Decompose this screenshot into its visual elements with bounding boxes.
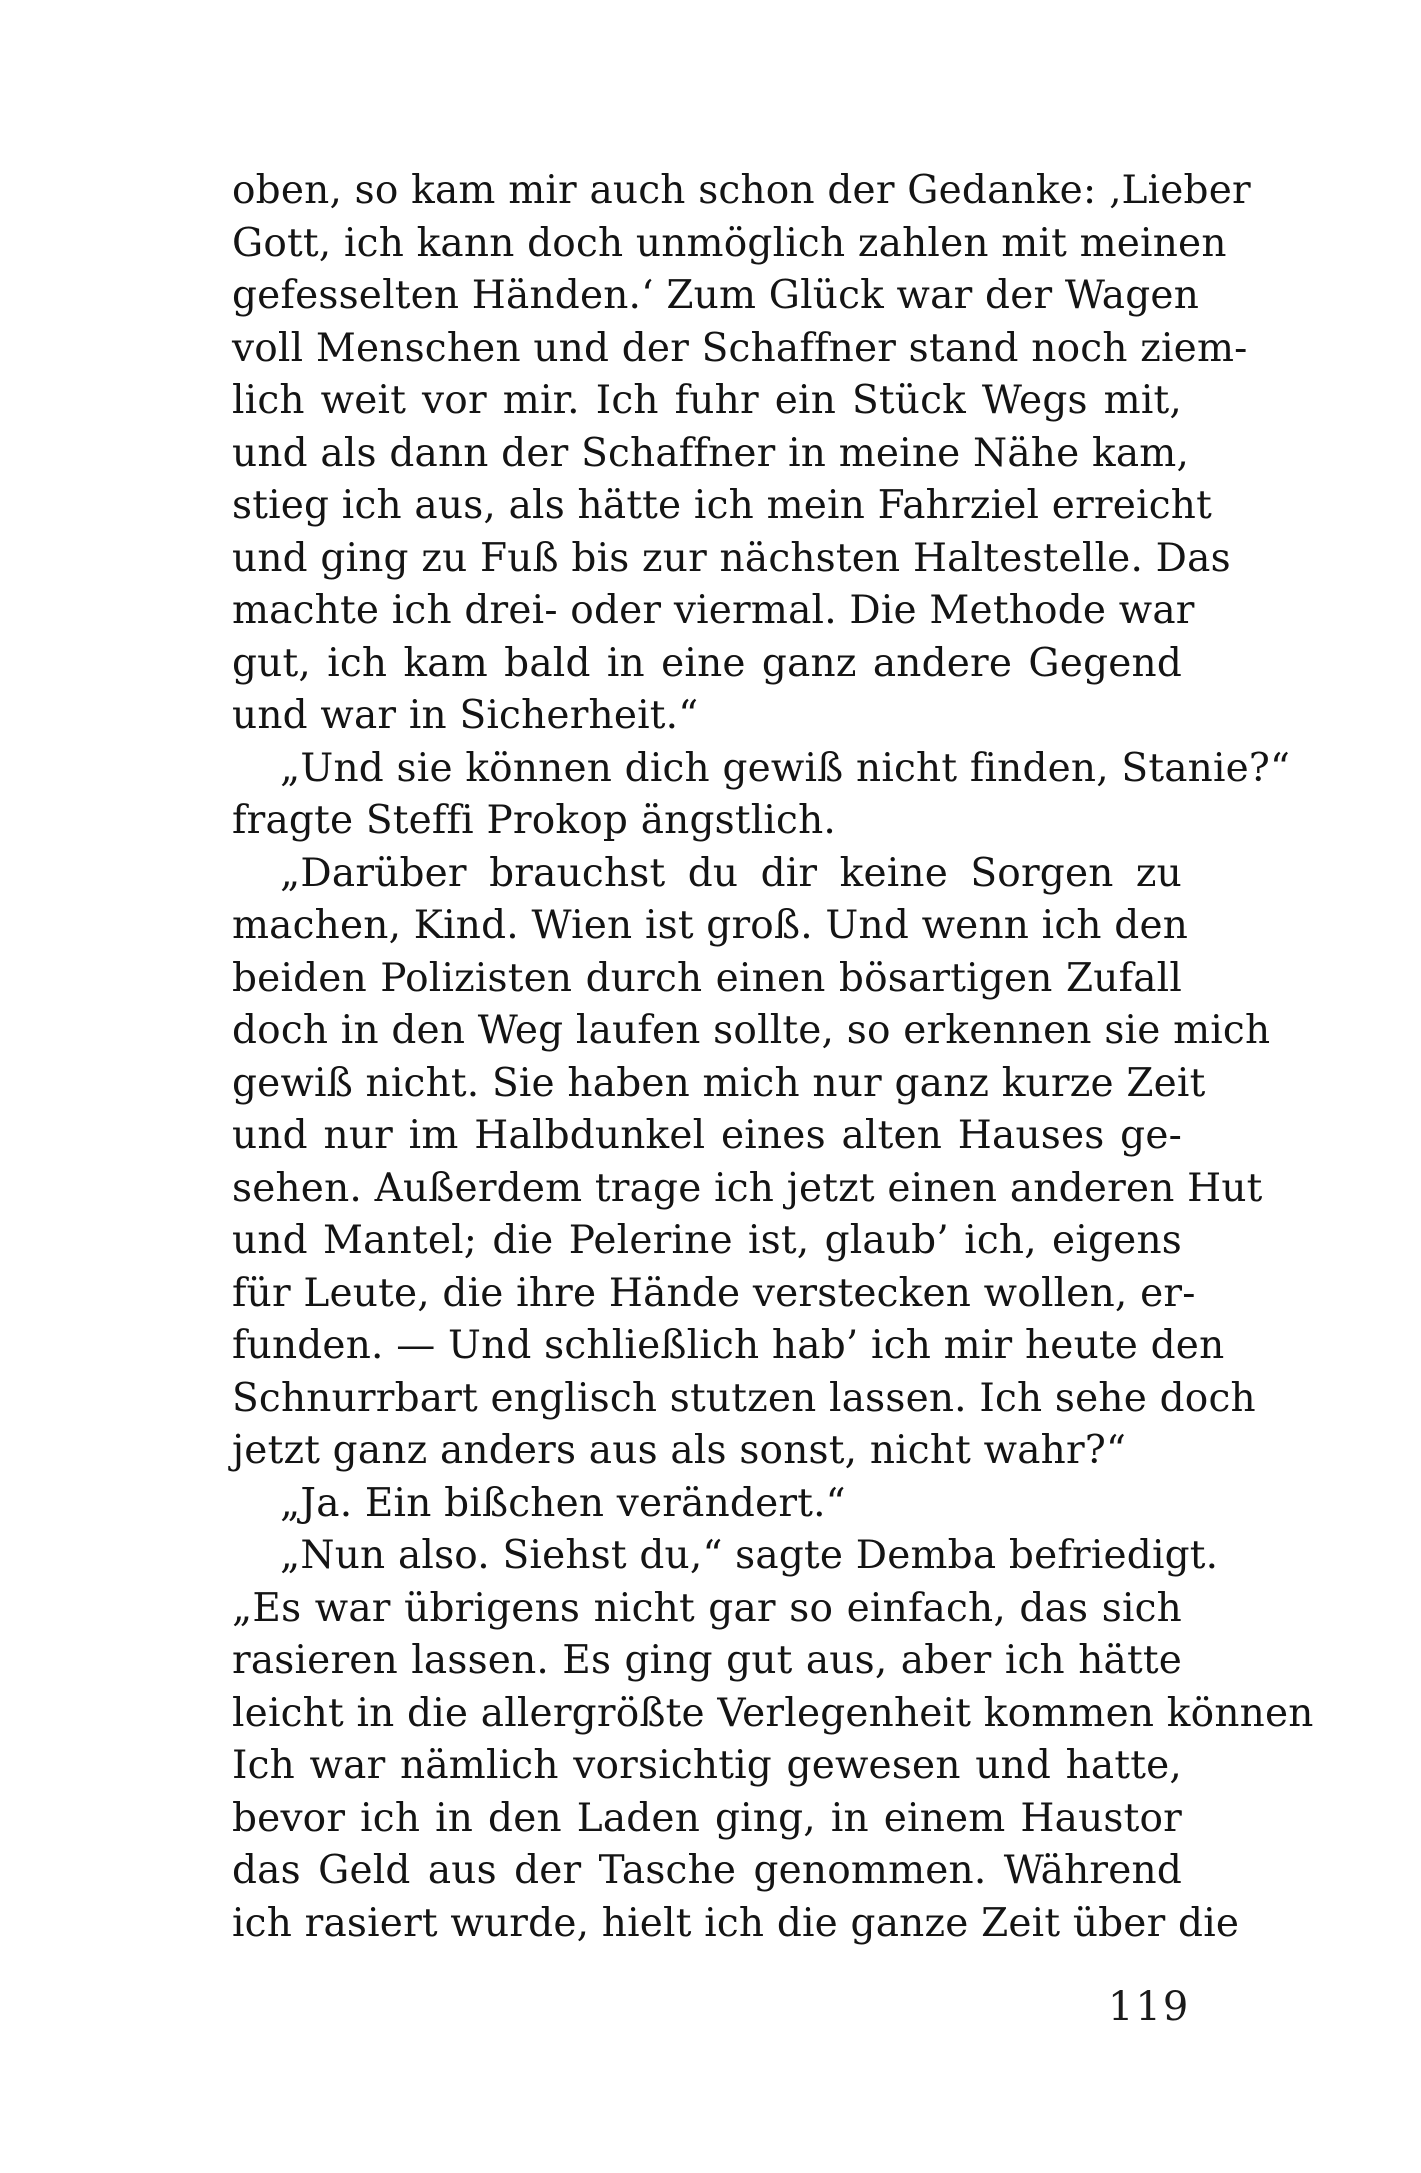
text-line: bevor ich in den Laden ging, in einem Haustor (232, 1795, 1182, 1841)
text-line: ich rasiert wurde, hielt ich die ganze Zeit über die (232, 1900, 1240, 1946)
text-line: „Nun also. Siehst du,“ sagte Demba befriedigt. (280, 1533, 1219, 1578)
text-line: funden. — Und schließlich hab’ ich mir heute den (232, 1323, 1225, 1368)
text-line: und nur im Halbdunkel eines alten Hauses ge- (232, 1113, 1182, 1158)
body-text (232, 165, 1314, 1950)
text-line: voll Menschen und der Schaffner stand noch ziem- (232, 325, 1248, 371)
text-line: stieg ich aus, als hätte ich mein Fahrziel erreicht (232, 483, 1212, 528)
text-line: Schnurrbart englisch stutzen lassen. Ich sehe doch (232, 1375, 1256, 1421)
text-line: für Leute, die ihre Hände verstecken wollen, er- (232, 1270, 1196, 1316)
text-line: oben, so kam mir auch schon der Gedanke: ‚Lieber (232, 168, 1251, 213)
text-line: rasieren lassen. Es ging gut aus, aber ich hätte (232, 1638, 1182, 1683)
text-line: Ich war nämlich vorsichtig gewesen und hatte, (232, 1743, 1182, 1788)
text-line: gefesselten Händen.‘ Zum Glück war der Wagen (232, 273, 1200, 318)
text-line: leicht in die allergrößte Verlegenheit kommen können (232, 1690, 1314, 1736)
text-line: jetzt ganz anders aus als sonst, nicht wahr?“ (232, 1428, 1127, 1473)
text-line: gut, ich kam bald in eine ganz andere Gegend (232, 640, 1182, 686)
text-line: sehen. Außerdem trage ich jetzt einen anderen Hut (232, 1165, 1263, 1211)
page-number: 119 (1108, 1984, 1191, 2030)
text-line: gewiß nicht. Sie haben mich nur ganz kurze Zeit (232, 1060, 1206, 1106)
text-line: und ging zu Fuß bis zur nächsten Haltestelle. Das (232, 535, 1231, 581)
text-line: lich weit vor mir. Ich fuhr ein Stück Wegs mit, (232, 378, 1182, 423)
text-line: „Ja. Ein bißchen verändert.“ (280, 1480, 846, 1526)
text-line: beiden Polizisten durch einen bösartigen Zufall (232, 955, 1182, 1001)
text-line: und als dann der Schaffner in meine Nähe kam, (232, 430, 1190, 476)
text-line: fragte Steffi Prokop ängstlich. (232, 798, 837, 843)
text-line: „Es war übrigens nicht gar so einfach, das sich (232, 1585, 1182, 1631)
text-line: das Geld aus der Tasche genommen. Während (232, 1848, 1182, 1893)
text-line: „Und sie können dich gewiß nicht finden, Stanie?“ (280, 745, 1291, 791)
text-line: doch in den Weg laufen sollte, so erkennen sie mich (232, 1008, 1271, 1053)
text-line: Gott, ich kann doch unmöglich zahlen mit meinen (232, 220, 1227, 266)
text-line: und Mantel; die Pelerine ist, glaub’ ich, eigens (232, 1218, 1182, 1263)
text-line: und war in Sicherheit.“ (232, 693, 699, 738)
text-line: machen, Kind. Wien ist groß. Und wenn ich den (232, 903, 1189, 948)
text-line: machte ich drei- oder viermal. Die Methode war (232, 588, 1195, 633)
text-line: „Darüber brauchst du dir keine Sorgen zu (280, 850, 1182, 896)
